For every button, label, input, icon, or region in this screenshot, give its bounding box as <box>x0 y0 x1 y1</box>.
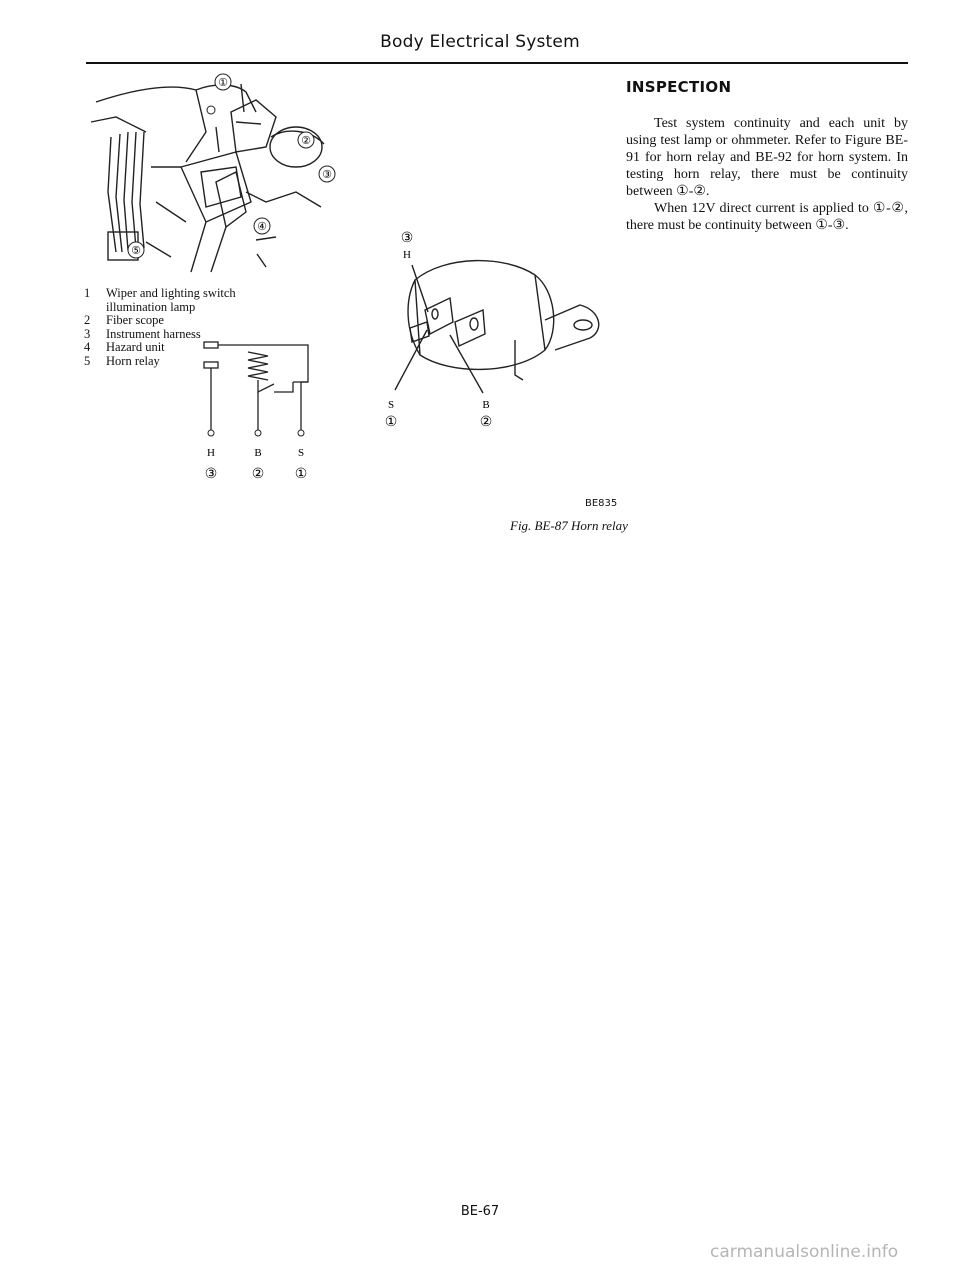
legend-number: 4 <box>84 340 91 354</box>
section-title: INSPECTION <box>626 78 732 96</box>
page-number: BE-67 <box>460 1204 500 1219</box>
relay-right-letter: B <box>482 399 490 411</box>
schematic-terminal-h: H <box>207 447 215 459</box>
callout-2: ② <box>301 135 311 147</box>
legend-text: Hazard unit <box>106 340 165 354</box>
legend-text: Instrument harness <box>106 326 201 341</box>
legend-item <box>84 314 286 328</box>
header-rule <box>86 62 908 64</box>
inspection-text <box>626 115 908 234</box>
callout-4: ④ <box>257 221 267 233</box>
schematic-terminal-s: S <box>297 447 305 459</box>
legend-number: 2 <box>84 313 91 327</box>
page-header: Body Electrical System <box>380 32 580 52</box>
callout-1: ① <box>218 77 228 89</box>
relay-right-number: ② <box>479 415 493 430</box>
legend-number: 1 <box>84 286 91 300</box>
legend-number: 5 <box>84 353 91 368</box>
figure-code: BE835 <box>585 498 618 509</box>
horn-relay-drawing <box>355 210 630 450</box>
schematic-number-1: ① <box>294 467 308 482</box>
relay-top-letter: H <box>403 249 411 261</box>
relay-left-letter: S <box>387 399 395 411</box>
legend-item <box>84 287 286 314</box>
horn-relay-schematic <box>196 340 326 485</box>
legend-text: Wiper and lighting switch illumination lamp <box>106 286 236 314</box>
legend-text: Horn relay <box>106 353 160 368</box>
callout-3: ③ <box>322 169 332 181</box>
callout-5: ⑤ <box>131 245 141 257</box>
relay-top-number: ③ <box>400 231 414 246</box>
figure-caption: Fig. BE-87 Horn relay <box>510 518 628 533</box>
schematic-number-2: ② <box>251 467 265 482</box>
legend-item <box>84 328 286 342</box>
schematic-number-3: ③ <box>204 467 218 482</box>
relay-left-number: ① <box>384 415 398 430</box>
legend-text: Fiber scope <box>106 313 164 327</box>
watermark: carmanualsonline.info <box>710 1242 899 1262</box>
inspection-paragraph-1: Test system continuity and each unit by using test lamp or ohmmeter. Refer to Figure BE-91 for horn relay and BE-92 for horn system. In testing horn relay, there must be continuity between ①-②. <box>626 116 908 199</box>
horn-relay-location-illustration <box>86 72 346 287</box>
schematic-terminal-b: B <box>254 447 262 459</box>
inspection-paragraph-2: When 12V direct current is applied to ①-②, there must be continuity between ①-③. <box>626 201 908 233</box>
legend-number: 3 <box>84 326 91 341</box>
